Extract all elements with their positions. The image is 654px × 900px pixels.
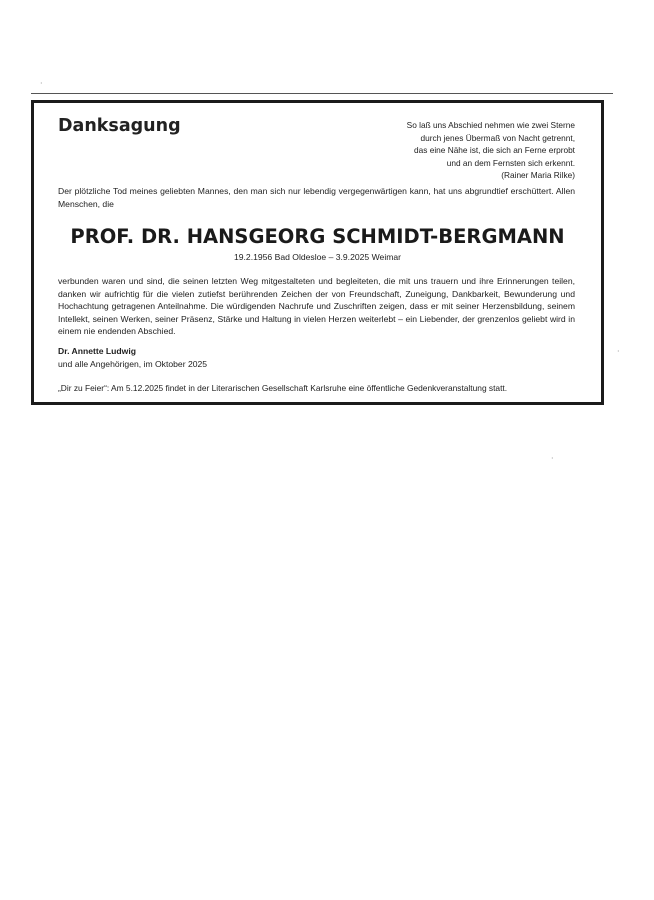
intro-text: Der plötzliche Tod meines geliebten Mannes, den man sich nur lebendig vergegenwärtigen kann, hat uns abgrundtief erschüttert. Allen Menschen, die bbox=[58, 186, 575, 209]
top-rule bbox=[31, 93, 613, 94]
scan-speck: · bbox=[617, 347, 620, 356]
life-dates: 19.2.1956 Bad Oldesloe – 3.9.2025 Weimar bbox=[233, 252, 402, 262]
quote-line: So laß uns Abschied nehmen wie zwei Sterne bbox=[406, 120, 575, 130]
quote-line: durch jenes Übermaß von Nacht getrennt, bbox=[420, 132, 575, 143]
quote-line: und an dem Fernsten sich erkennt. bbox=[446, 157, 575, 168]
obituary-notice bbox=[31, 100, 604, 405]
notice-heading: Danksagung bbox=[58, 116, 181, 136]
signer-name: Dr. Annette Ludwig bbox=[58, 346, 136, 356]
scan-speck: · bbox=[551, 454, 554, 463]
deceased-name: PROF. DR. HANSGEORG SCHMIDT-BERGMANN bbox=[70, 225, 565, 248]
body-text: verbunden waren und sind, die seinen letzten Weg mitgestalteten und begleiteten, die mit uns trauern und ihre Erinnerungen teilen, danken wir aufrichtig für die vielen zutiefst berührenden Zeichen der von Freundschaft, Zuneigung, Dankbarkeit, Bewunderung und Hochachtung getragenen Anteilnahme. Die würdigenden Nachrufe und Zuschriften zeigen, dass er mit seiner Herzensbildung, seinem Intellekt, seinen Werken, seiner Präsenz, Stärke und Haltung in vielen Herzen weiterlebt – ein Liebender, der grenzenlos geliebt wird in einem nie endenden Abschied. bbox=[58, 276, 575, 336]
relatives-line: und alle Angehörigen, im Oktober 2025 bbox=[58, 359, 208, 369]
quote-author: (Rainer Maria Rilke) bbox=[501, 170, 575, 180]
quote-line: das eine Nähe ist, die sich an Ferne erprobt bbox=[414, 145, 575, 155]
memorial-event: „Dir zu Feier“: Am 5.12.2025 findet in der Literarischen Gesellschaft Karlsruhe eine öffentliche Gedenkveranstaltung statt. bbox=[58, 383, 508, 393]
rilke-quote bbox=[407, 119, 575, 182]
scan-speck: · bbox=[40, 79, 43, 88]
